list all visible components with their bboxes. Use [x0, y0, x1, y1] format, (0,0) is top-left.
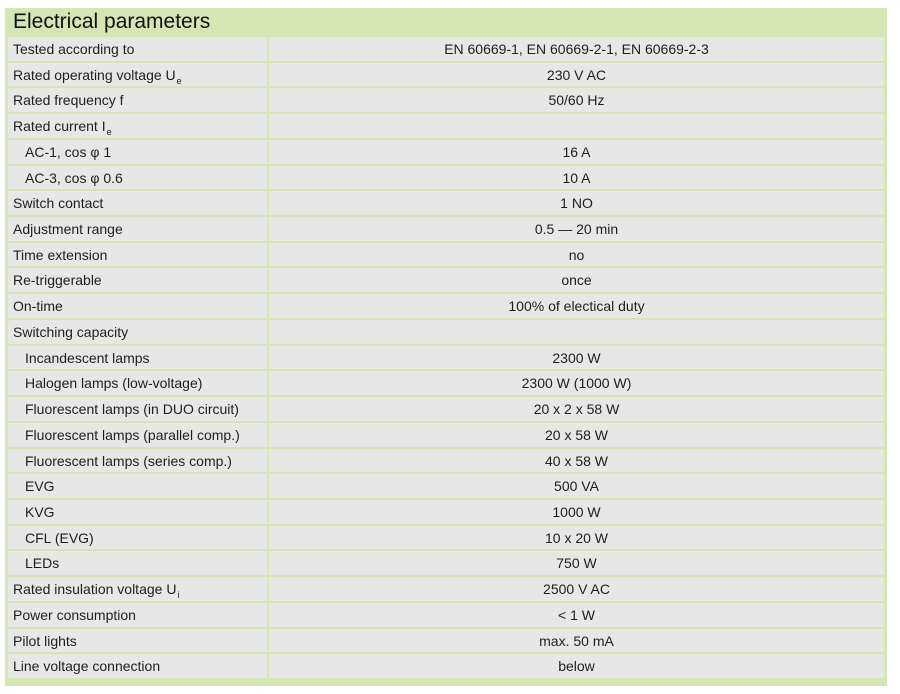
parameter-label — [8, 551, 267, 575]
parameter-value: EN 60669-1, EN 60669-2-1, EN 60669-2-3 — [269, 37, 884, 61]
parameter-label — [8, 629, 267, 653]
parameter-label — [8, 526, 267, 550]
parameter-label-text: Rated operating voltage U — [13, 66, 176, 83]
parameter-value: 50/60 Hz — [269, 88, 884, 112]
parameter-label-text: Adjustment range — [13, 221, 123, 238]
parameter-label — [8, 423, 267, 447]
parameter-label-text: Re-triggerable — [13, 272, 102, 289]
table-row — [8, 629, 884, 653]
table-row — [8, 603, 884, 627]
table-row — [8, 551, 884, 575]
parameter-value: < 1 W — [269, 603, 884, 627]
parameter-value: 1 NO — [269, 191, 884, 215]
table-row — [8, 243, 884, 267]
parameter-label-text: Halogen lamps (low-voltage) — [25, 375, 203, 392]
parameter-label-text: EVG — [25, 478, 55, 495]
table-row — [8, 346, 884, 370]
parameter-label — [8, 114, 267, 138]
parameter-label-text: KVG — [25, 503, 55, 520]
parameter-label-text: Rated frequency f — [13, 92, 124, 109]
table-row — [8, 88, 884, 112]
parameter-value: 100% of electical duty — [269, 294, 884, 318]
table-row — [8, 449, 884, 473]
parameter-subscript: e — [106, 127, 112, 138]
parameter-label — [8, 346, 267, 370]
parameter-label — [8, 268, 267, 292]
parameter-label-text: On-time — [13, 298, 63, 315]
electrical-parameters-table — [5, 8, 887, 686]
parameter-value: once — [269, 268, 884, 292]
parameter-label — [8, 397, 267, 421]
parameter-value: below — [269, 654, 884, 678]
table-row — [8, 371, 884, 395]
parameter-label-text: AC-3, cos φ 0.6 — [25, 169, 123, 186]
parameter-label-text: Fluorescent lamps (in DUO circuit) — [25, 401, 239, 418]
parameter-label-text: Power consumption — [13, 606, 136, 623]
parameter-subscript: i — [177, 590, 180, 601]
parameter-value: 2300 W (1000 W) — [269, 371, 884, 395]
parameter-label-text: Fluorescent lamps (parallel comp.) — [25, 426, 240, 443]
parameter-value: max. 50 mA — [269, 629, 884, 653]
parameter-label-text: Tested according to — [13, 41, 135, 57]
parameter-value: 0.5 — 20 min — [269, 217, 884, 241]
parameter-value: 10 x 20 W — [269, 526, 884, 550]
parameter-subscript: e — [176, 75, 182, 86]
table-row — [8, 654, 884, 678]
table-row — [8, 114, 884, 138]
parameter-label-text: Time extension — [13, 246, 108, 263]
parameter-value: 16 A — [269, 140, 884, 164]
parameter-label — [8, 243, 267, 267]
parameter-value: 750 W — [269, 551, 884, 575]
table-row — [8, 397, 884, 421]
table-row — [8, 500, 884, 524]
table-row — [8, 63, 884, 87]
parameter-label — [8, 577, 267, 601]
parameter-value: 20 x 58 W — [269, 423, 884, 447]
parameter-label — [8, 63, 267, 87]
table-row — [8, 526, 884, 550]
table-row — [8, 191, 884, 215]
parameter-value: 40 x 58 W — [269, 449, 884, 473]
parameter-value: 10 A — [269, 166, 884, 190]
parameter-value: 230 V AC — [269, 63, 884, 87]
parameter-label — [8, 37, 267, 61]
table-row — [8, 140, 884, 164]
table-row — [8, 474, 884, 498]
parameter-label-text: Rated current I — [13, 118, 106, 135]
parameter-label-text: Fluorescent lamps (series comp.) — [25, 452, 232, 469]
parameter-label — [8, 371, 267, 395]
parameter-label-text: Rated insulation voltage U — [13, 581, 177, 598]
parameter-value: 500 VA — [269, 474, 884, 498]
parameter-value: 2300 W — [269, 346, 884, 370]
parameter-label-text: LEDs — [25, 555, 60, 572]
table-row — [8, 217, 884, 241]
parameter-label — [8, 88, 267, 112]
table-row — [8, 423, 884, 447]
parameter-value: 20 x 2 x 58 W — [269, 397, 884, 421]
parameter-label — [8, 320, 267, 344]
parameter-label — [8, 654, 267, 678]
parameter-label-text: CFL (EVG) — [25, 529, 94, 546]
table-row — [8, 37, 884, 61]
parameter-value: 2500 V AC — [269, 577, 884, 601]
table-title: Electrical parameters — [13, 10, 211, 33]
parameter-label — [8, 449, 267, 473]
table-row — [8, 320, 884, 344]
parameter-label — [8, 603, 267, 627]
table-row — [8, 577, 884, 601]
table-row — [8, 268, 884, 292]
parameter-label — [8, 474, 267, 498]
parameter-label-text: Switching capacity — [13, 323, 129, 340]
parameter-label — [8, 140, 267, 164]
parameter-label — [8, 294, 267, 318]
parameter-label-text: Line voltage connection — [13, 658, 161, 675]
parameter-label-text: Incandescent lamps — [25, 349, 150, 366]
parameter-label-text: AC-1, cos φ 1 — [25, 143, 112, 160]
parameter-value: 1000 W — [269, 500, 884, 524]
parameter-value: no — [269, 243, 884, 267]
parameter-value — [269, 320, 884, 344]
table-body — [8, 37, 884, 678]
table-row — [8, 166, 884, 190]
parameter-label — [8, 191, 267, 215]
parameter-label — [8, 500, 267, 524]
table-row — [8, 294, 884, 318]
parameter-value — [269, 114, 884, 138]
parameter-label-text: Switch contact — [13, 195, 104, 212]
parameter-label — [8, 217, 267, 241]
parameter-label — [8, 166, 267, 190]
parameter-label-text: Pilot lights — [13, 632, 77, 649]
